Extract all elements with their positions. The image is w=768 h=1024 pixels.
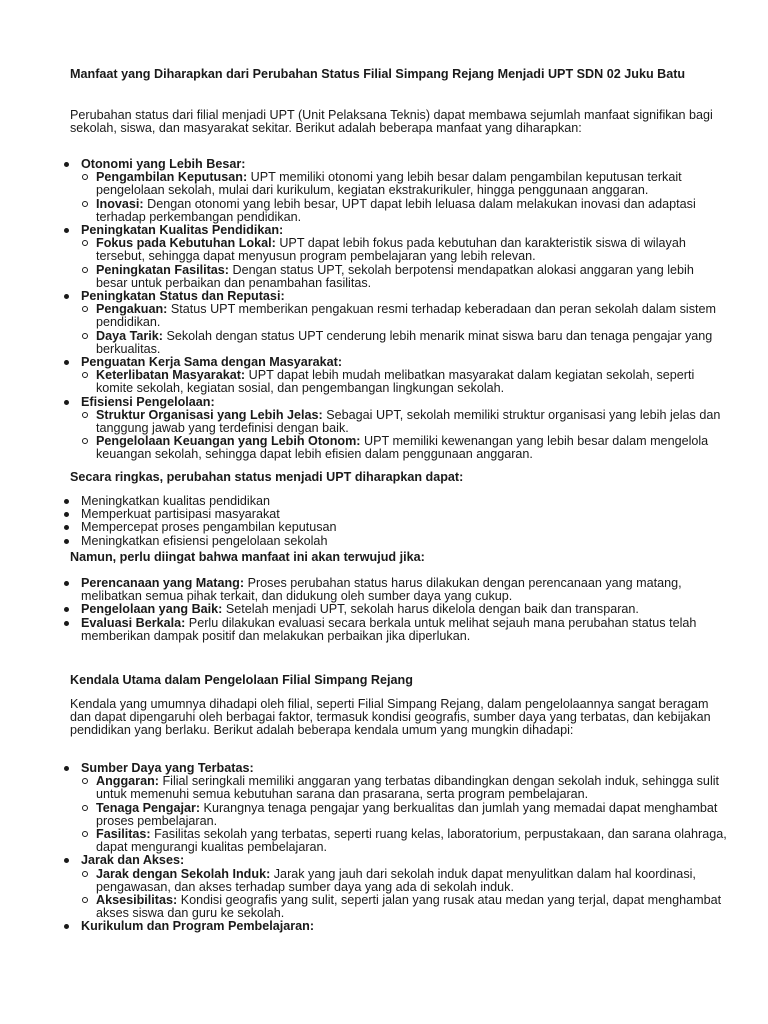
item-label: Tenaga Pengajar: bbox=[96, 800, 201, 815]
item-label: Pengelolaan yang Baik: bbox=[81, 602, 223, 617]
benefit-heading: Otonomi yang Lebih Besar: bbox=[81, 157, 246, 171]
list-item bbox=[81, 237, 728, 263]
item-text: UPT dapat lebih mudah melibatkan masyarakat dalam kegiatan sekolah, seperti komite sekolah, kegiatan sosial, dan pengembangan lingkungan sekolah. bbox=[96, 368, 695, 396]
list-item bbox=[81, 894, 728, 920]
item-label: Fasilitas: bbox=[96, 827, 151, 842]
benefit-heading: Penguatan Kerja Sama dengan Masyarakat: bbox=[81, 355, 343, 370]
item-text: UPT memiliki kewenangan yang lebih besar dalam mengelola keuangan sekolah, sehingga dapat lebih efisien dalam penggunaan anggaran. bbox=[96, 434, 709, 462]
item-label: Aksesibilitas: bbox=[96, 893, 178, 908]
item-text: Setelah menjadi UPT, sekolah harus dikelola dengan baik dan transparan. bbox=[222, 602, 639, 617]
item-text: Dengan status UPT, sekolah berpotensi mendapatkan alokasi anggaran yang lebih besar untuk perbaikan dan penambahan fasilitas. bbox=[96, 262, 694, 290]
item-text: UPT memiliki otonomi yang lebih besar dalam pengambilan keputusan terkait pengelolaan sekolah, mulai dari kurikulum, kegiatan ekstrakurikuler, hingga penggunaan anggaran. bbox=[96, 170, 682, 198]
list-item bbox=[81, 868, 728, 894]
list-item bbox=[81, 198, 728, 224]
item-label: Keterlibatan Masyarakat: bbox=[96, 368, 246, 383]
item-label: Anggaran: bbox=[96, 774, 159, 789]
item-text: Dengan otonomi yang lebih besar, UPT dapat lebih leluasa dalam melakukan inovasi dan adaptasi terhadap perkembangan pendidikan. bbox=[96, 196, 696, 224]
item-text: Filial seringkali memiliki anggaran yang terbatas dibandingkan dengan sekolah induk, sehingga sulit untuk memenuhi semua kebutuhan sarana dan prasarana, serta program pembelajaran. bbox=[96, 774, 720, 802]
item-text: UPT dapat lebih fokus pada kebutuhan dan karakteristik siswa di wilayah tersebut, sehingga dapat menyusun program pembelajaran yang lebih relevan. bbox=[96, 236, 686, 264]
list-item: Memperkuat partisipasi masyarakat bbox=[64, 508, 728, 521]
list-item bbox=[81, 435, 728, 461]
list-item bbox=[64, 762, 728, 854]
list-item bbox=[81, 409, 728, 435]
item-label: Fokus pada Kebutuhan Lokal: bbox=[96, 236, 276, 251]
item-text: Sekolah dengan status UPT cenderung lebih menarik minat siswa baru dan tenaga pengajar yang berkualitas. bbox=[96, 328, 713, 356]
item-label: Struktur Organisasi yang Lebih Jelas: bbox=[96, 407, 323, 422]
item-label: Daya Tarik: bbox=[96, 328, 163, 343]
list-item: Meningkatkan kualitas pendidikan bbox=[64, 495, 728, 508]
doc-title: Manfaat yang Diharapkan dari Perubahan Status Filial Simpang Rejang Menjadi UPT SDN 02 Juku Batu bbox=[70, 67, 686, 81]
item-text: Jarak yang jauh dari sekolah induk dapat menyulitkan dalam hal koordinasi, pengawasan, dan akses terhadap sumber daya yang ada di sekolah induk. bbox=[96, 866, 696, 894]
summary-heading: Secara ringkas, perubahan status menjadi UPT diharapkan dapat: bbox=[70, 470, 464, 484]
list-item bbox=[64, 290, 728, 356]
conditions-heading: Namun, perlu diingat bahwa manfaat ini akan terwujud jika: bbox=[70, 550, 425, 564]
item-text: Sebagai UPT, sekolah memiliki struktur organisasi yang lebih jelas dan tanggung jawab yang terdefinisi dengan baik. bbox=[96, 407, 721, 436]
list-item bbox=[81, 828, 728, 854]
kendala-heading: Jarak dan Akses: bbox=[81, 853, 185, 868]
kendala-heading: Kurikulum dan Program Pembelajaran: bbox=[81, 919, 315, 934]
item-label: Pengambilan Keputusan: bbox=[96, 170, 248, 185]
benefit-heading: Peningkatan Kualitas Pendidikan: bbox=[81, 223, 284, 238]
list-item bbox=[81, 369, 728, 395]
list-item bbox=[81, 264, 728, 290]
item-label: Evaluasi Berkala: bbox=[81, 615, 186, 630]
list-item bbox=[64, 920, 728, 933]
list-item: Mempercepat proses pengambilan keputusan bbox=[64, 521, 728, 534]
item-label: Perencanaan yang Matang: bbox=[81, 576, 245, 590]
list-item bbox=[81, 330, 728, 356]
item-text: Fasilitas sekolah yang terbatas, seperti ruang kelas, laboratorium, perpustakaan, dan sarana olahraga, dapat mengurangi kualitas pembelajaran. bbox=[96, 827, 727, 855]
list-item bbox=[64, 224, 728, 290]
item-text: Kurangnya tenaga pengajar yang berkualitas dan jumlah yang memadai dapat menghambat proses pembelajaran. bbox=[96, 800, 718, 828]
benefit-heading: Peningkatan Status dan Reputasi: bbox=[81, 289, 285, 304]
kendala-list bbox=[64, 762, 728, 934]
list-item bbox=[81, 171, 728, 197]
item-text: Status UPT memberikan pengakuan resmi terhadap keberadaan dan peran sekolah dalam sistem pendidikan. bbox=[96, 302, 716, 330]
item-label: Jarak dengan Sekolah Induk: bbox=[96, 866, 271, 881]
kendala-heading: Sumber Daya yang Terbatas: bbox=[81, 761, 254, 775]
list-item bbox=[64, 158, 728, 224]
item-text: Perlu dilakukan evaluasi secara berkala untuk melihat sejauh mana perubahan status telah memberikan dampak positif dan melakukan perbaikan jika diperlukan. bbox=[81, 615, 697, 643]
conditions-list bbox=[64, 577, 728, 643]
list-item bbox=[81, 775, 728, 801]
item-text: Kondisi geografis yang sulit, seperti jalan yang rusak atau medan yang terjal, dapat menghambat akses siswa dan guru ke sekolah. bbox=[96, 893, 722, 921]
intro-paragraph: Perubahan status dari filial menjadi UPT (Unit Pelaksana Teknis) dapat membawa sejumlah manfaat signifikan bagi sekolah, siswa, dan masyarakat sekitar. Berikut adalah beberapa manfaat yang diharapkan: bbox=[70, 108, 713, 136]
item-label: Peningkatan Fasilitas: bbox=[96, 262, 229, 277]
item-label: Pengelolaan Keuangan yang Lebih Otonom: bbox=[96, 434, 361, 449]
list-item bbox=[64, 577, 728, 603]
list-item bbox=[64, 854, 728, 920]
item-label: Pengakuan: bbox=[96, 302, 168, 317]
list-item bbox=[64, 356, 728, 396]
list-item bbox=[64, 396, 728, 462]
item-text: Proses perubahan status harus dilakukan dengan perencanaan yang matang, melibatkan semua pihak terkait, dan didukung oleh sumber daya yang cukup. bbox=[81, 576, 682, 604]
list-item bbox=[81, 303, 728, 329]
list-item bbox=[64, 617, 728, 643]
list-item bbox=[81, 802, 728, 828]
kendala-title: Kendala Utama dalam Pengelolaan Filial Simpang Rejang bbox=[70, 673, 413, 687]
kendala-intro: Kendala yang umumnya dihadapi oleh filial, seperti Filial Simpang Rejang, dalam pengelolaannya sangat beragam dan dapat dipengaruhi oleh berbagai faktor, termasuk kondisi geografis, sumber daya yang terbatas, dan kebijakan pendidikan yang berlaku. Berikut adalah beberapa kendala umum yang mungkin dihadapi: bbox=[70, 697, 711, 738]
benefit-list bbox=[64, 158, 728, 462]
item-label: Inovasi: bbox=[96, 196, 144, 211]
benefit-heading: Efisiensi Pengelolaan: bbox=[81, 394, 215, 409]
summary-list bbox=[64, 495, 728, 548]
list-item: Meningkatkan efisiensi pengelolaan sekolah bbox=[64, 535, 728, 548]
